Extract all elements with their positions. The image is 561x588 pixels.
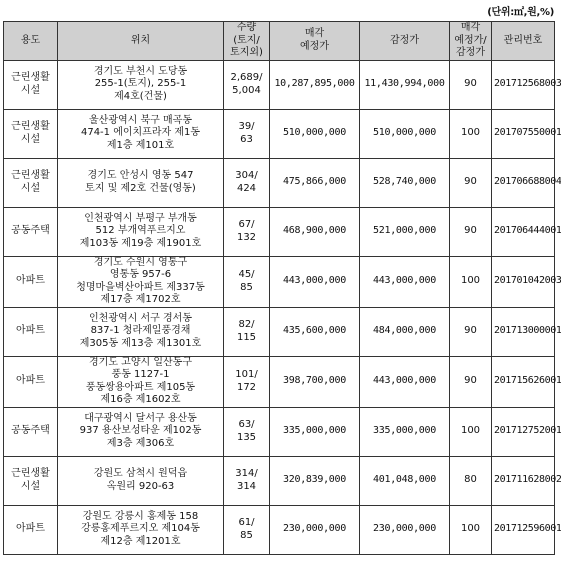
cell-quantity: 101/ 172 [224,356,270,407]
table-row [4,456,555,505]
table-row [4,109,555,158]
cell-use: 근린생활 시설 [4,109,58,158]
cell-quantity: 314/ 314 [224,456,270,505]
cell-location: 경기도 수원시 영통구 영통동 957-6 청명마을벽산아파트 제337동 제17층 제1702호 [58,256,224,307]
cell-appraisal: 443,000,000 [360,256,450,307]
cell-quantity: 2,689/ 5,004 [224,60,270,109]
cell-location: 경기도 고양시 일산동구 풍동 1127-1 풍동쌍용아파트 제105동 제16층 제1602호 [58,356,224,407]
table-row [4,60,555,109]
cell-appraisal: 335,000,000 [360,407,450,456]
cell-appraisal: 11,430,994,000 [360,60,450,109]
table-row [4,256,555,307]
header-use: 용도 [4,22,58,61]
cell-mgmt-no: 201712596001 [492,505,555,554]
cell-use: 공동주택 [4,207,58,256]
cell-ratio: 100 [450,407,492,456]
cell-use: 공동주택 [4,407,58,456]
cell-appraisal: 401,048,000 [360,456,450,505]
cell-ratio: 90 [450,307,492,356]
cell-location: 인천광역시 서구 경서동 837-1 청라제일풍경채 제305동 제13층 제1301호 [58,307,224,356]
header-appraisal: 감정가 [360,22,450,61]
header-sale-price: 매각 예정가 [270,22,360,61]
cell-quantity: 82/ 115 [224,307,270,356]
header-row [4,22,555,61]
cell-mgmt-no: 201707550001 [492,109,555,158]
cell-appraisal: 443,000,000 [360,356,450,407]
cell-use: 근린생활 시설 [4,158,58,207]
table-row [4,307,555,356]
cell-location: 경기도 안성시 영동 547 토지 및 제2호 건물(영동) [58,158,224,207]
header-quantity: 수량 (토지/ 토지외) [224,22,270,61]
table-row [4,207,555,256]
cell-appraisal: 528,740,000 [360,158,450,207]
auction-table [3,21,561,555]
cell-quantity: 45/ 85 [224,256,270,307]
cell-ratio: 90 [450,207,492,256]
cell-location: 강원도 삼척시 원덕읍 옥원리 920-63 [58,456,224,505]
cell-use: 근린생활 시설 [4,456,58,505]
cell-sale-price: 10,287,895,000 [270,60,360,109]
table-row [4,158,555,207]
cell-use: 아파트 [4,505,58,554]
cell-quantity: 67/ 132 [224,207,270,256]
cell-ratio: 90 [450,356,492,407]
cell-location: 울산광역시 북구 매곡동 474-1 에이치프라자 제1동 제1층 제101호 [58,109,224,158]
header-ratio: 매각 예정가/ 감정가 [450,22,492,61]
cell-mgmt-no: 201711628002 [492,456,555,505]
cell-use: 아파트 [4,356,58,407]
cell-sale-price: 320,839,000 [270,456,360,505]
cell-mgmt-no: 201706688004 [492,158,555,207]
cell-mgmt-no: 201713000001 [492,307,555,356]
cell-location: 인천광역시 부평구 부개동 512 부개역푸르지오 제103동 제19층 제1901호 [58,207,224,256]
cell-appraisal: 484,000,000 [360,307,450,356]
cell-ratio: 100 [450,109,492,158]
cell-sale-price: 435,600,000 [270,307,360,356]
cell-ratio: 90 [450,158,492,207]
cell-sale-price: 335,000,000 [270,407,360,456]
cell-mgmt-no: 201712568003 [492,60,555,109]
header-location: 위치 [58,22,224,61]
cell-quantity: 304/ 424 [224,158,270,207]
cell-location: 대구광역시 달서구 용산동 937 용산보성타운 제102동 제3층 제306호 [58,407,224,456]
cell-appraisal: 510,000,000 [360,109,450,158]
table-row [4,356,555,407]
cell-ratio: 100 [450,256,492,307]
cell-quantity: 63/ 135 [224,407,270,456]
cell-use: 아파트 [4,307,58,356]
cell-ratio: 80 [450,456,492,505]
cell-mgmt-no: 201701042003 [492,256,555,307]
cell-appraisal: 230,000,000 [360,505,450,554]
cell-location: 강원도 강릉시 홍제동 158 강릉홍제푸르지오 제104동 제12층 제1201호 [58,505,224,554]
header-mgmt-no: 관리번호 [492,22,555,61]
cell-sale-price: 443,000,000 [270,256,360,307]
table-row [4,407,555,456]
cell-use: 근린생활 시설 [4,60,58,109]
cell-sale-price: 230,000,000 [270,505,360,554]
cell-sale-price: 468,900,000 [270,207,360,256]
cell-mgmt-no: 201712752001 [492,407,555,456]
cell-appraisal: 521,000,000 [360,207,450,256]
unit-note: (단위:㎡,원,%) [487,7,554,18]
table-row [4,505,555,554]
cell-quantity: 61/ 85 [224,505,270,554]
cell-location: 경기도 부천시 도당동 255-1(토지), 255-1 제4호(건물) [58,60,224,109]
cell-mgmt-no: 201706444001 [492,207,555,256]
cell-ratio: 90 [450,60,492,109]
cell-sale-price: 510,000,000 [270,109,360,158]
cell-use: 아파트 [4,256,58,307]
cell-quantity: 39/ 63 [224,109,270,158]
cell-mgmt-no: 201715626001 [492,356,555,407]
cell-sale-price: 475,866,000 [270,158,360,207]
cell-ratio: 100 [450,505,492,554]
cell-sale-price: 398,700,000 [270,356,360,407]
